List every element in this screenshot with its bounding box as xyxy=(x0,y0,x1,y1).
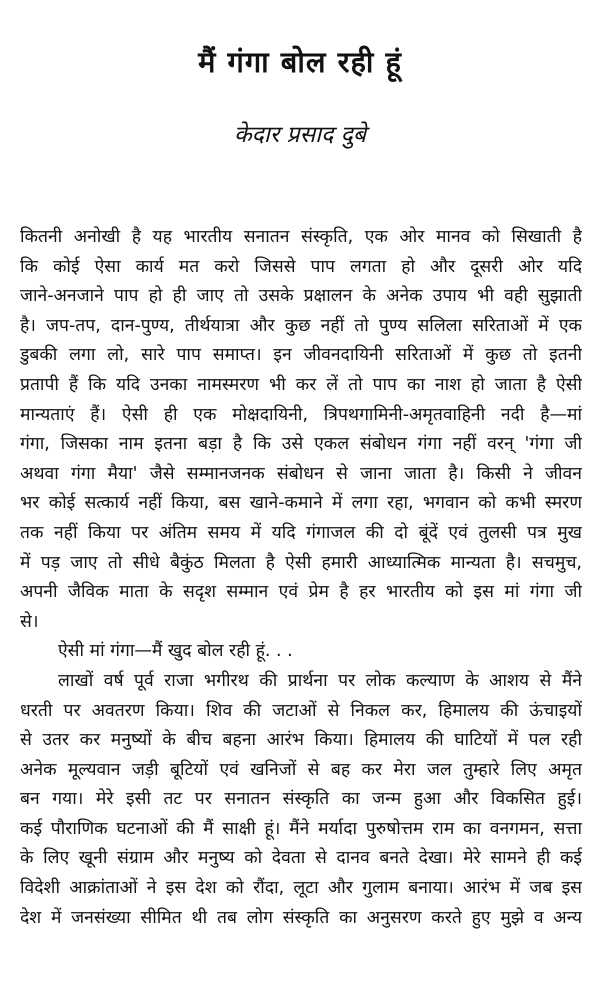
text-line: के लिए खूनी संग्राम और मनुष्य को देवता से दानव बनते देखा। मेरे सामने ही कई xyxy=(20,848,582,869)
text-line: तक नहीं किया पर अंतिम समय में यदि गंगाजल की दो बूंदें एवं तुलसी पत्र मुख xyxy=(20,522,582,543)
page-title: मैं गंगा बोल रही हूं xyxy=(198,45,402,79)
text-line: लाखों वर्ष पूर्व राजा भगीरथ की प्रार्थना पर लोक कल्याण के आशय से मैंने xyxy=(58,670,582,691)
text-line: गंगा, जिसका नाम इतना बड़ा है कि उसे एकल संबोधन गंगा नहीं वरन् 'गंगा जी xyxy=(20,434,582,455)
text-line: से उतर कर मनुष्यों के बीच बहना आरंभ किया। हिमालय की घाटियों में पल रही xyxy=(20,730,582,751)
text-line: प्रतापी हैं कि यदि उनका नामस्मरण भी कर लें तो पाप का नाश हो जाता है ऐसी xyxy=(20,374,582,395)
text-line: ऐसी मां गंगा—मैं खुद बोल रही हूं. . . xyxy=(58,641,293,662)
text-line: से। xyxy=(20,611,39,632)
text-line: अथवा गंगा मैया' जैसे सम्मानजनक संबोधन से जाना जाता है। किसी ने जीवन xyxy=(20,463,582,484)
text-line: कितनी अनोखी है यह भारतीय सनातन संस्कृति, एक ओर मानव को सिखाती है xyxy=(20,227,582,247)
text-line: है। जप-तप, दान-पुण्य, तीर्थयात्रा और कुछ नहीं तो पुण्य सलिला सरिताओं में एक xyxy=(20,315,582,336)
text-line: बन गया। मेरे इसी तट पर सनातन संस्कृति का जन्म हुआ और विकसित हुई। xyxy=(20,789,582,810)
text-line: धरती पर अवतरण किया। शिव की जटाओं से निकल कर, हिमालय की ऊंचाइयों xyxy=(20,700,582,721)
text-line: कि कोई ऐसा कार्य मत करो जिससे पाप लगता हो और दूसरी ओर यदि xyxy=(20,256,582,277)
text-line: में पड़ जाए तो सीधे बैकुंठ मिलता है ऐसी हमारी आध्यात्मिक मान्यता है। सचमुच, xyxy=(20,552,582,573)
text-line: विदेशी आक्रांताओं ने इस देश को रौंदा, लूटा और गुलाम बनाया। आरंभ में जब इस xyxy=(20,878,582,899)
text-line: भर कोई सत्कार्य नहीं किया, बस खाने-कमाने में लगा रहा, भगवान को कभी स्मरण xyxy=(20,493,582,514)
text-line: देश में जनसंख्या सीमित थी तब लोग संस्कृति का अनुसरण करते हुए मुझे व अन्य xyxy=(20,907,582,928)
text-line: कई पौराणिक घटनाओं की मैं साक्षी हूं। मैंने मर्यादा पुरुषोत्तम राम का वनगमन, सत्ता xyxy=(20,818,582,839)
text-line: मान्यताएं हैं। ऐसी ही एक मोक्षदायिनी, त्रिपथगामिनी-अमृतवाहिनी नदी है—मां xyxy=(20,404,582,425)
text-line: जाने-अनजाने पाप हो ही जाए तो उसके प्रक्षालन के अनेक उपाय भी वही सुझाती xyxy=(20,286,582,307)
text-line: अपनी जैविक माता के सदृश सम्मान एवं प्रेम है हर भारतीय को इस मां गंगा जी xyxy=(20,582,582,603)
article-body xyxy=(20,223,582,933)
text-line: अनेक मूल्यवान जड़ी बूटियों एवं खनिजों से बह कर मेरा जल तुम्हारे लिए अमृत xyxy=(20,759,582,780)
author-name: केदार प्रसाद दुबे xyxy=(233,122,366,148)
text-line: डुबकी लगा लो, सारे पाप समाप्त। इन जीवनदायिनी सरिताओं में कुछ तो इतनी xyxy=(20,345,582,366)
